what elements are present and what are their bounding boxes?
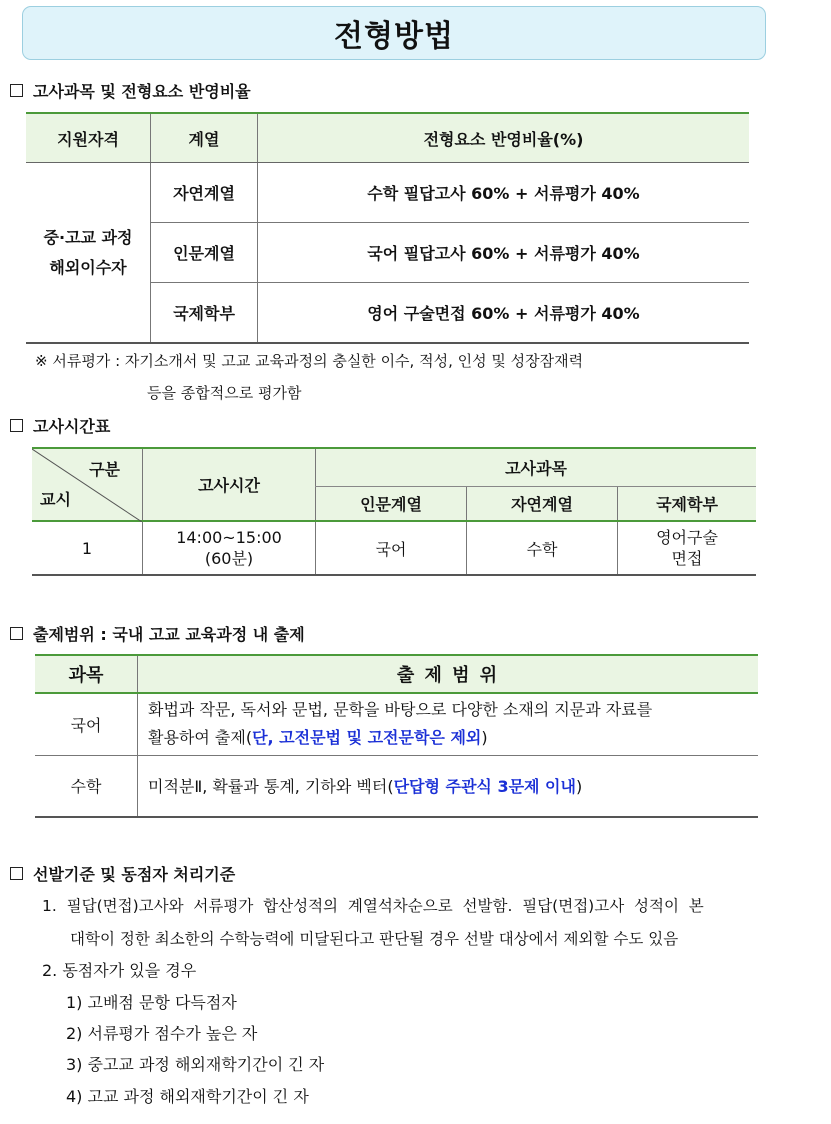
tiebreak-item: 2) 서류평가 점수가 높은 자 (66, 1024, 258, 1043)
page-title: 전형방법 (334, 19, 454, 54)
header-track: 계열 (151, 113, 258, 163)
note-line-2: 등을 종합적으로 평가함 (147, 384, 302, 402)
ratio-cell: 수학 필답고사 60% + 서류평가 40% (258, 163, 750, 223)
tiebreak-item: 3) 중고교 과정 해외재학기간이 긴 자 (66, 1055, 325, 1074)
subheader-international: 국제학부 (618, 486, 757, 521)
criteria-item-1-line-1: 1. 필답(면접)고사와 서류평가 합산성적의 계열석차순으로 선발함. 필답(면접)고사 성적이 본 (42, 897, 704, 915)
header-qualification: 지원자격 (26, 113, 151, 163)
header-subject: 과목 (35, 655, 138, 693)
diagonal-line (32, 449, 142, 522)
corner-bottom-label: 교시 (40, 490, 71, 509)
subheader-humanities: 인문계열 (316, 486, 467, 521)
subject-korean-cell: 국어 (316, 521, 467, 575)
tiebreak-item: 1) 고배점 문항 다득점자 (66, 993, 237, 1012)
scope-table (35, 654, 758, 818)
criteria-item-1-line-2: 대학이 정한 최소한의 수학능력에 미달된다고 판단될 경우 선발 대상에서 제외할 수도 있음 (70, 930, 679, 948)
period-cell: 1 (81, 538, 93, 558)
checkbox-square-icon (10, 419, 23, 432)
corner-top-label: 구분 (89, 460, 120, 479)
track-cell: 국제학부 (151, 283, 258, 344)
time-cell: 14:00~15:00 (60분) (143, 521, 316, 575)
subheader-science: 자연계열 (467, 486, 618, 521)
ratio-cell: 영어 구술면접 60% + 서류평가 40% (258, 283, 750, 344)
subject-english-cell: 영어구술 면접 (618, 521, 757, 575)
corner-header (32, 448, 143, 521)
section-heading-subjects: 고사과목 및 전형요소 반영비율 (10, 79, 251, 102)
track-cell: 인문계열 (151, 223, 258, 283)
section-heading-schedule: 고사시간표 (10, 414, 110, 437)
subject-korean: 국어 (35, 693, 138, 755)
ratio-table (26, 112, 749, 344)
subject-math: 수학 (35, 755, 138, 817)
header-ratio: 전형요소 반영비율(%) (258, 113, 750, 163)
track-cell: 자연계열 (151, 163, 258, 223)
title-banner (22, 6, 766, 60)
header-time: 고사시간 (143, 448, 316, 521)
checkbox-square-icon (10, 867, 23, 880)
criteria-item-2: 2. 동점자가 있을 경우 (42, 961, 197, 980)
schedule-table (32, 447, 756, 576)
scope-korean: 화법과 작문, 독서와 문법, 문학을 바탕으로 다양한 소재의 지문과 자료를 활용하여 출제(단, 고전문법 및 고전문학은 제외) (138, 693, 759, 755)
subject-math-cell: 수학 (467, 521, 618, 575)
section-heading-scope: 출제범위 : 국내 고교 교육과정 내 출제 (10, 622, 305, 645)
ratio-cell: 국어 필답고사 60% + 서류평가 40% (258, 223, 750, 283)
qualification-cell: 중·고교 과정 해외이수자 (26, 163, 151, 344)
header-subjects: 고사과목 (316, 448, 757, 486)
header-scope: 출 제 범 위 (138, 655, 759, 693)
tiebreak-item: 4) 고교 과정 해외재학기간이 긴 자 (66, 1087, 309, 1106)
checkbox-square-icon (10, 84, 23, 97)
note-line-1: ※ 서류평가 : 자기소개서 및 고교 교육과정의 충실한 이수, 적성, 인성 및 성장잠재력 (35, 352, 584, 370)
section-heading-criteria: 선발기준 및 동점자 처리기준 (10, 862, 235, 885)
scope-math: 미적분Ⅱ, 확률과 통계, 기하와 벡터(단답형 주관식 3문제 이내) (138, 755, 759, 817)
checkbox-square-icon (10, 627, 23, 640)
